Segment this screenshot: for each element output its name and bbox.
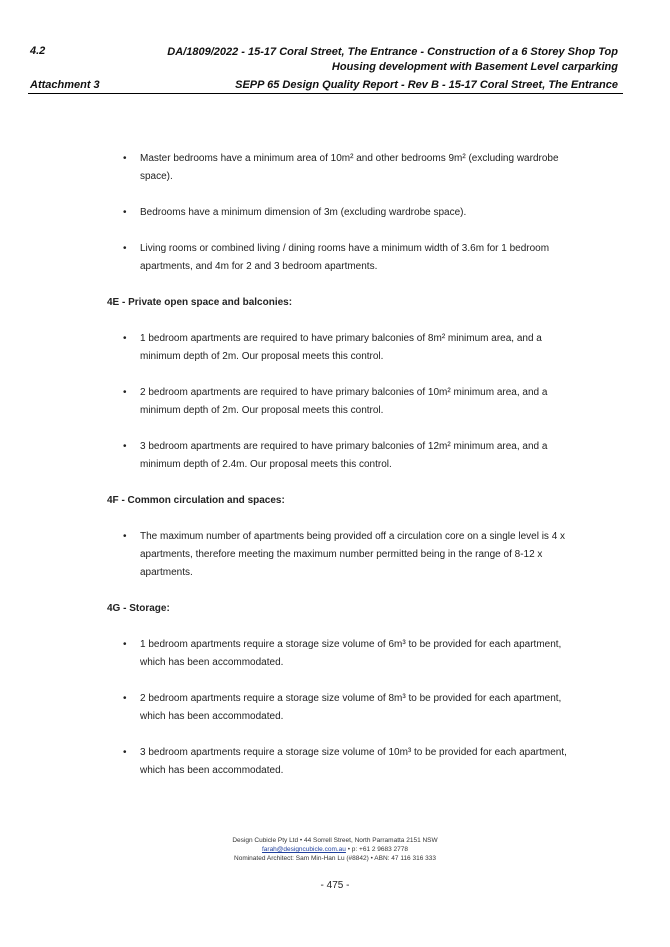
header-divider — [28, 93, 623, 94]
report-subtitle: SEPP 65 Design Quality Report - Rev B - 15-17 Coral Street, The Entrance — [235, 79, 618, 91]
report-body — [107, 150, 567, 780]
page-number: - 475 - — [320, 880, 350, 891]
section-heading-4e: 4E - Private open space and balconies: — [107, 297, 293, 308]
section-heading-4f: 4F - Common circulation and spaces: — [107, 495, 285, 506]
list-item: • Bedrooms have a minimum dimension of 3m (excluding wardrobe space). — [107, 204, 567, 222]
list-item: • 1 bedroom apartments require a storage size volume of 6m³ to be provided for each apartment, which has been accommodated. — [107, 636, 567, 672]
list-item: • 3 bedroom apartments are required to have primary balconies of 12m² minimum area, and a minimum depth of 2.4m. Our proposal meets this control. — [107, 438, 567, 474]
footer-email-link[interactable]: farah@designcubicle.com.au — [261, 846, 346, 853]
list-item: • 2 bedroom apartments require a storage size volume of 8m³ to be provided for each apartment, which has been accommodated. — [107, 690, 567, 726]
page-footer — [0, 836, 670, 863]
footer-contact — [0, 845, 670, 854]
list-item: • 2 bedroom apartments are required to have primary balconies of 10m² minimum area, and a minimum depth of 2m. Our proposal meets this control. — [107, 384, 567, 420]
attachment-label: Attachment 3 — [30, 79, 100, 91]
footer-architect: Nominated Architect: Sam Min-Han Lu (#8842) • ABN: 47 116 316 333 — [234, 855, 436, 862]
footer-phone: • p: +61 2 9683 2778 — [345, 846, 409, 853]
list-item: • Living rooms or combined living / dining rooms have a minimum width of 3.6m for 1 bedroom apartments, and 4m for 2 and 3 bedroom apartments. — [107, 240, 567, 276]
footer-company-address: Design Cubicle Pty Ltd • 44 Sorrell Street, North Parramatta 2151 NSW — [232, 837, 438, 844]
list-item: • 3 bedroom apartments require a storage size volume of 10m³ to be provided for each apartment, which has been accommodated. — [107, 744, 567, 780]
document-title: DA/1809/2022 - 15-17 Coral Street, The Entrance - Construction of a 6 Storey Shop Top Housing development with Basement Level carparking — [167, 46, 618, 73]
section-heading-4g: 4G - Storage: — [107, 603, 170, 614]
item-number: 4.2 — [30, 45, 46, 57]
list-item: • The maximum number of apartments being provided off a circulation core on a single level is 4 x apartments, therefore meeting the maximum number permitted being in the range of 8-12 x apartments. — [107, 528, 567, 582]
list-item: • 1 bedroom apartments are required to have primary balconies of 8m² minimum area, and a minimum depth of 2m. Our proposal meets this control. — [107, 330, 567, 366]
list-item: • Master bedrooms have a minimum area of 10m² and other bedrooms 9m² (excluding wardrobe space). — [107, 150, 567, 186]
